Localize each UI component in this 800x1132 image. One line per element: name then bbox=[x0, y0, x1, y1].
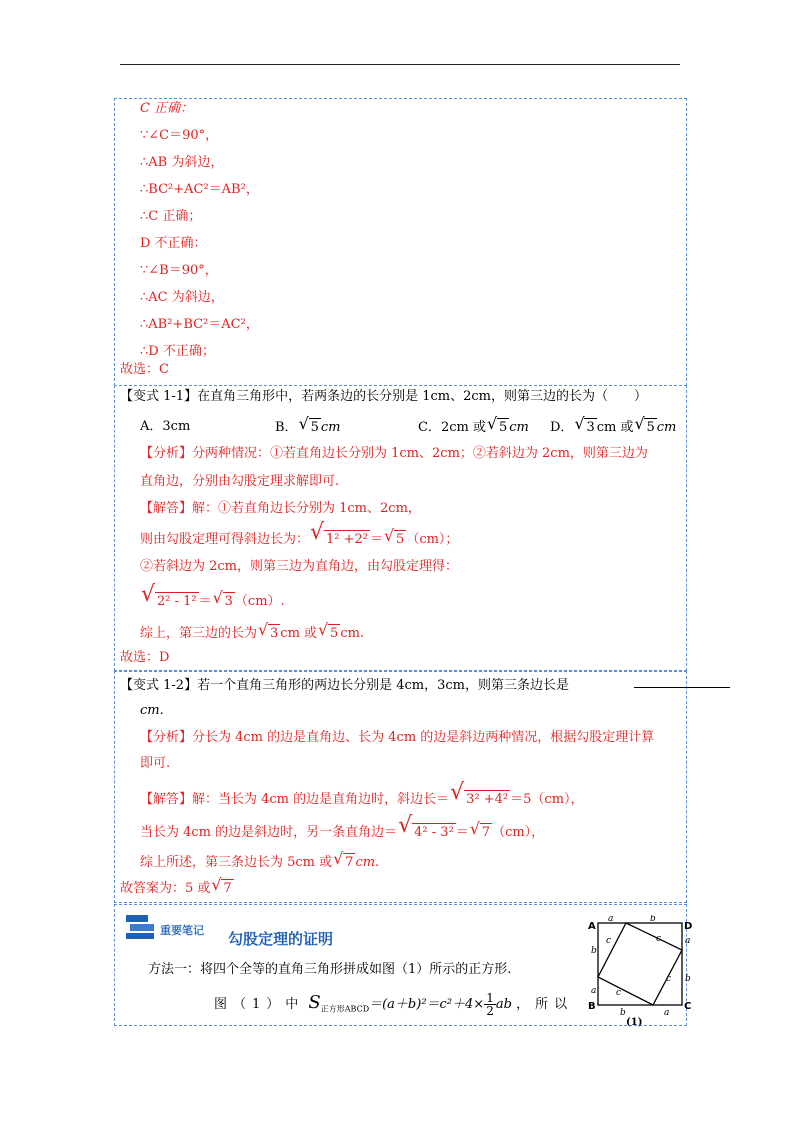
option-d bbox=[550, 414, 677, 437]
b2-solution-2 bbox=[140, 520, 459, 549]
label-c: c bbox=[616, 988, 622, 998]
option-d-label: D． bbox=[550, 420, 574, 435]
b2-solution-3: ②若斜边为 2cm，则第三边为直角边，由勾股定理得： bbox=[140, 559, 459, 574]
radicand: 3 bbox=[586, 420, 595, 435]
text: 则由勾股定理可得斜边长为： bbox=[140, 532, 310, 547]
radicand: 5 bbox=[310, 420, 319, 435]
radicand: 7 bbox=[223, 881, 232, 896]
b1-line-6: D 不正确： bbox=[140, 236, 207, 251]
formula-s: S bbox=[308, 992, 321, 1013]
b3-solution-2 bbox=[140, 813, 545, 842]
label-c: c bbox=[656, 934, 662, 944]
text: ，所以 bbox=[516, 997, 574, 1012]
radicand: 2² - 1² bbox=[157, 594, 197, 609]
numerator: 1 bbox=[486, 991, 494, 1005]
notes-title: 勾股定理的证明 bbox=[228, 930, 334, 948]
fraction bbox=[484, 992, 496, 1017]
equals: ＝ bbox=[198, 594, 212, 609]
text: ＝5（cm）， bbox=[510, 792, 584, 807]
option-b-label: B． bbox=[275, 420, 298, 435]
label-B: B bbox=[588, 1001, 596, 1012]
label-c: c bbox=[666, 974, 672, 984]
unit: （cm）. bbox=[234, 594, 285, 609]
b3-summary bbox=[140, 849, 380, 872]
sqrt-symbol: √ 5 bbox=[486, 414, 508, 435]
option-c-label: C．2cm 或 bbox=[418, 420, 486, 435]
sqrt-symbol: √ 4² - 3² bbox=[398, 813, 454, 840]
text: 综上所述，第三条边长为 5cm 或 bbox=[140, 855, 333, 870]
option-d-mid: cm 或 bbox=[596, 420, 634, 435]
b2-summary bbox=[140, 620, 365, 643]
text: 当长为 4cm 的边是斜边时，另一条直角边＝ bbox=[140, 825, 398, 840]
formula-line bbox=[214, 992, 573, 1019]
b2-analysis-2: 直角边，分别由勾股定理求解即可. bbox=[140, 474, 340, 489]
option-b bbox=[275, 414, 341, 437]
text: 综上，第三边的长为 bbox=[140, 626, 258, 641]
formula-sub: 正方形ABCD bbox=[320, 1004, 370, 1014]
radicand: 3 bbox=[224, 594, 233, 609]
text: （cm）， bbox=[492, 825, 545, 840]
b3-solution-1 bbox=[140, 780, 584, 809]
text: cm. bbox=[355, 855, 380, 870]
b1-answer: 故选：C bbox=[120, 362, 169, 377]
equals: ＝ bbox=[455, 825, 469, 840]
unit: cm bbox=[509, 420, 529, 435]
figure-caption: (1) bbox=[626, 1017, 643, 1027]
b2-analysis-1: 【分析】分两种情况：①若直角边长分别为 1cm、2cm；②若斜边为 2cm，则第三边为 bbox=[140, 446, 648, 461]
option-a: A．3cm bbox=[140, 419, 191, 434]
method-text: 方法一：将四个全等的直角三角形拼成如图（1）所示的正方形. bbox=[148, 962, 512, 977]
option-c bbox=[418, 414, 529, 437]
label-A: A bbox=[588, 921, 596, 932]
b3-analysis-2: 即可. bbox=[140, 756, 171, 771]
b1-line-5: ∴C 正确； bbox=[140, 209, 202, 224]
b3-answer bbox=[120, 875, 234, 898]
answer-blank[interactable] bbox=[634, 687, 730, 688]
sqrt-symbol: √ 1² +2² bbox=[310, 520, 369, 547]
text: cm 或 bbox=[280, 626, 318, 641]
b1-line-9: ∴AB²+BC²＝AC²， bbox=[140, 317, 259, 332]
b3-question-1: 【变式 1-2】若一个直角三角形的两边长分别是 4cm，3cm，则第三条边长是 bbox=[120, 678, 569, 693]
label-a: a bbox=[664, 1008, 670, 1018]
label-C: C bbox=[684, 1001, 692, 1012]
formula-body: ＝(a＋b)²＝c²＋4× bbox=[369, 997, 485, 1012]
label-c: c bbox=[606, 936, 612, 946]
radicand: 7 bbox=[345, 855, 354, 870]
b1-line-4: ∴BC²+AC²＝AB²， bbox=[140, 182, 259, 197]
text: 图（1）中 bbox=[214, 997, 305, 1012]
denominator: 2 bbox=[486, 1004, 494, 1018]
label-b: b bbox=[685, 974, 691, 984]
sqrt-symbol: √ 3 bbox=[212, 588, 233, 609]
radicand: 7 bbox=[481, 825, 491, 840]
label-b: b bbox=[650, 915, 656, 924]
b2-solution-1: 【解答】解：①若直角边长分别为 1cm、2cm， bbox=[140, 501, 421, 516]
radicand: 1² +2² bbox=[326, 532, 369, 547]
b1-line-10: ∴D 不正确； bbox=[140, 344, 215, 359]
b1-line-7: ∵∠B＝90°， bbox=[140, 263, 218, 278]
b2-answer: 故选：D bbox=[120, 650, 170, 665]
radicand: 4² - 3² bbox=[414, 825, 454, 840]
unit: cm bbox=[320, 420, 341, 435]
b1-line-2: ∵∠C＝90°， bbox=[140, 128, 219, 143]
sqrt-symbol: √ 5 bbox=[634, 414, 655, 435]
notes-label: 重要笔记 bbox=[160, 924, 204, 937]
b2-question: 【变式 1-1】在直角三角形中，若两条边的长分别是 1cm、2cm，则第三边的长为（ ） bbox=[120, 389, 647, 404]
b2-solution-4 bbox=[140, 582, 285, 611]
sqrt-symbol: √ 7 bbox=[211, 875, 232, 896]
sqrt-symbol: √ 7 bbox=[333, 849, 354, 870]
b1-line-3: ∴AB 为斜边， bbox=[140, 155, 224, 170]
text: 【解答】解：当长为 4cm 的边是直角边时，斜边长＝ bbox=[140, 792, 450, 807]
sqrt-symbol: √ 5 bbox=[298, 414, 319, 435]
label-a: a bbox=[608, 915, 614, 924]
equals: ＝ bbox=[370, 532, 384, 547]
label-b: b bbox=[620, 1008, 626, 1018]
unit: cm bbox=[656, 420, 677, 435]
label-a: a bbox=[685, 936, 691, 946]
label-a: a bbox=[591, 986, 597, 996]
sqrt-symbol: √ 5 bbox=[384, 526, 405, 547]
sqrt-symbol: √ 2² - 1² bbox=[141, 582, 197, 609]
radicand: 5 bbox=[330, 626, 339, 641]
label-b: b bbox=[591, 946, 597, 956]
b1-line-1: C 正确： bbox=[140, 101, 194, 116]
pythagoras-square-figure bbox=[586, 915, 692, 1027]
unit: （cm）； bbox=[406, 532, 459, 547]
text: cm. bbox=[340, 626, 365, 641]
radicand: 3 bbox=[270, 626, 279, 641]
b3-question-2: cm. bbox=[140, 703, 164, 718]
b3-analysis-1: 【分析】分长为 4cm 的边是直角边、长为 4cm 的边是斜边两种情况，根据勾股定理计算 bbox=[140, 730, 655, 745]
radicand: 3² +4² bbox=[466, 792, 509, 807]
sqrt-symbol: √ 3 bbox=[258, 620, 279, 641]
sqrt-symbol: √ 7 bbox=[469, 819, 491, 840]
text: 故答案为：5 或 bbox=[120, 881, 211, 896]
label-D: D bbox=[684, 921, 692, 932]
header-rule bbox=[120, 64, 680, 65]
radicand: 5 bbox=[498, 420, 508, 435]
sqrt-symbol: √ 3 bbox=[574, 414, 595, 435]
radicand: 5 bbox=[396, 532, 405, 547]
radicand: 5 bbox=[646, 420, 655, 435]
b1-line-8: ∴AC 为斜边， bbox=[140, 290, 224, 305]
formula-ab: ab bbox=[495, 997, 512, 1012]
notes-book-icon bbox=[124, 912, 158, 942]
sqrt-symbol: √ 3² +4² bbox=[450, 780, 509, 807]
sqrt-symbol: √ 5 bbox=[318, 620, 339, 641]
